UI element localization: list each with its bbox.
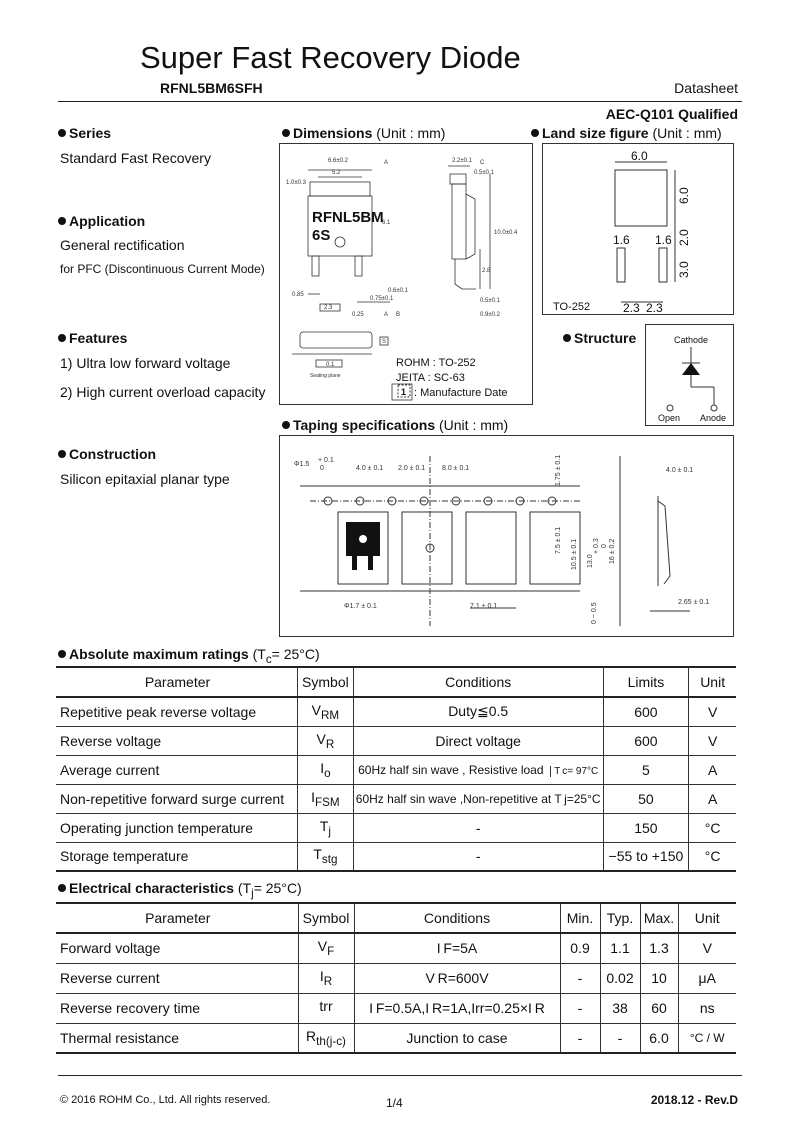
typ-cell: 0.02 [600, 963, 640, 993]
marking-line2: 6S [312, 227, 331, 244]
min-cell: - [560, 963, 600, 993]
tape-thickness-w: 4.0 ± 0.1 [666, 467, 694, 474]
condition-cell: V R=600V [354, 963, 560, 993]
unit-cell: A [689, 784, 736, 813]
unit-cell: ns [678, 993, 736, 1023]
unit-cell: μA [678, 963, 736, 993]
min-cell: - [560, 993, 600, 1023]
tape-f: 7.5 ± 0.1 [555, 526, 562, 554]
param-cell: Storage temperature [56, 842, 298, 871]
part-number: RFNL5BM6SFH [160, 80, 263, 96]
ref-label: A [384, 160, 389, 166]
bullet-icon [58, 129, 66, 137]
land-pad-right: 1.6 [655, 233, 672, 247]
max-cell: 1.3 [640, 933, 678, 963]
bullet-icon [58, 217, 66, 225]
col-header: Symbol [298, 903, 354, 933]
ref-label: S [382, 339, 387, 345]
param-cell: Thermal resistance [56, 1023, 298, 1053]
cathode-label: Cathode [674, 335, 709, 345]
table-row [56, 993, 736, 1023]
col-header: Unit [678, 903, 736, 933]
col-header: Symbol [298, 667, 354, 697]
param-cell: Non-repetitive forward surge current [56, 784, 298, 813]
land-width: 6.0 [631, 149, 648, 163]
dim-label: 0.5±0.1 [474, 170, 494, 176]
bullet-icon [282, 421, 290, 429]
col-header: Unit [689, 667, 736, 697]
bullet-icon [531, 129, 539, 137]
diode-symbol-drawing [646, 325, 733, 425]
abs-max-heading: Absolute maximum ratings $(T_c= 25^\circ C)$ [58, 646, 320, 666]
max-cell: 10 [640, 963, 678, 993]
copyright-text: © 2016 ROHM Co., Ltd. All rights reserved. [60, 1094, 271, 1106]
taping-heading: Taping specifications (Unit : mm) [282, 417, 508, 433]
construction-text: Silicon epitaxial planar type [60, 471, 230, 487]
qualification-label: AEC-Q101 Qualified [605, 106, 738, 122]
limit-cell: 150 [603, 813, 689, 842]
unit-cell: °C [689, 813, 736, 842]
symbol-cell: $T_j$ [298, 813, 354, 842]
page-number: 1/4 [386, 1096, 403, 1110]
limit-cell: −55 to +150 [603, 842, 689, 871]
unit-cell: °C [689, 842, 736, 871]
application-line1: General rectification [60, 237, 185, 253]
table-row [56, 784, 736, 813]
condition-cell: Duty≦0.5 [353, 697, 603, 726]
tape-d1: Φ1.7 ± 0.1 [344, 603, 377, 610]
tape-b0: 10.5 ± 0.1 [571, 538, 578, 570]
tape-reel-drawing [280, 436, 733, 636]
abs-max-table [56, 666, 736, 872]
table-header-row [56, 667, 736, 697]
limit-cell: 50 [603, 784, 689, 813]
dim-label: 6.6±0.2 [328, 158, 348, 164]
tape-t2: 2.65 ± 0.1 [678, 599, 710, 606]
feature-item-1: 1) Ultra low forward voltage [60, 355, 231, 371]
dim-label: 0.6±0.1 [388, 288, 408, 294]
tape-a0: 7.1 ± 0.1 [470, 603, 498, 610]
bullet-icon [282, 129, 290, 137]
diode-icon [682, 363, 700, 375]
dim-label: 0.75±0.1 [370, 296, 394, 302]
structure-drawing [645, 324, 734, 426]
land-pad-height: 3.0 [677, 261, 691, 278]
condition-cell: Junction to case [354, 1023, 560, 1053]
ref-label: A [384, 312, 389, 318]
bullet-icon [58, 650, 66, 658]
symbol-cell: $I_R$ [298, 963, 354, 993]
revision-label: 2018.12 - Rev.D [650, 1093, 738, 1107]
condition-cell: Direct voltage [353, 726, 603, 755]
dim-label: 5.2 [332, 170, 341, 176]
tape-k-tol-n: 0 [601, 544, 608, 548]
tape-e: 1.75 ± 0.1 [555, 454, 562, 486]
symbol-cell: $V_R$ [298, 726, 354, 755]
condition-cell: 60Hz half sin wave ,Non-repetitive at T j=25°C [353, 784, 603, 813]
symbol-cell: trr [298, 993, 354, 1023]
table-row [56, 1023, 736, 1053]
header-rule [58, 101, 742, 102]
table-row [56, 726, 736, 755]
date-symbol: 1 [401, 387, 407, 397]
condition-cell: 60Hz half sin wave , Resistive load T c= 97°C [353, 755, 603, 784]
jeita-package: JEITA : SC-63 [396, 372, 465, 384]
bullet-icon [58, 450, 66, 458]
rohm-package: ROHM : TO-252 [396, 357, 476, 369]
land-size-drawing [542, 143, 734, 315]
symbol-cell: $V_F$ [298, 933, 354, 963]
construction-heading: Construction [58, 446, 156, 462]
manufacture-date-label: : Manufacture Date [414, 387, 508, 399]
bullet-icon [58, 884, 66, 892]
doc-type-label: Datasheet [674, 80, 738, 96]
unit-cell: V [689, 697, 736, 726]
tape-hole-pitch: 4.0 ± 0.1 [356, 465, 384, 472]
land-package: TO-252 [553, 301, 591, 313]
application-line2: for PFC (Discontinuous Current Mode) [60, 262, 265, 276]
dim-label: 2.8 [482, 268, 491, 274]
open-label: Open [658, 413, 681, 423]
col-header: Conditions [353, 667, 603, 697]
ref-label: C [480, 160, 485, 166]
symbol-cell: $R_{th(j-c)}$ [298, 1023, 354, 1053]
tape-p2: 2.0 ± 0.1 [398, 465, 426, 472]
condition-cell: - [353, 842, 603, 871]
symbol-cell: $V_{RM}$ [298, 697, 354, 726]
col-header: Limits [603, 667, 689, 697]
tape-w: 16 ± 0.2 [609, 538, 616, 564]
dimensions-heading: Dimensions (Unit : mm) [282, 125, 445, 141]
land-pattern-drawing [543, 144, 733, 314]
typ-cell: 1.1 [600, 933, 640, 963]
symbol-cell: $T_{stg}$ [298, 842, 354, 871]
dim-label: 2.3 [324, 305, 333, 311]
bullet-icon [563, 334, 571, 342]
table-row [56, 697, 736, 726]
structure-heading: Structure [563, 330, 636, 346]
dim-label: 0.1 [326, 362, 335, 368]
series-heading: Series [58, 125, 111, 141]
table-row [56, 842, 736, 871]
col-header: Conditions [354, 903, 560, 933]
min-cell: - [560, 1023, 600, 1053]
unit-cell: A [689, 755, 736, 784]
table-row [56, 755, 736, 784]
typ-cell: - [600, 1023, 640, 1053]
ref-label: B [396, 312, 401, 318]
application-heading: Application [58, 213, 145, 229]
param-cell: Average current [56, 755, 298, 784]
features-heading: Features [58, 330, 127, 346]
unit-cell: V [678, 933, 736, 963]
dimensions-drawing [279, 143, 533, 405]
tape-k-tol-p: + 0.3 [593, 538, 600, 554]
max-cell: 60 [640, 993, 678, 1023]
tape-pocket-pitch: 8.0 ± 0.1 [442, 465, 470, 472]
condition-cell: I F=0.5A,I R=1A,Irr=0.25×I R [354, 993, 560, 1023]
typ-cell: 38 [600, 993, 640, 1023]
limit-cell: 600 [603, 697, 689, 726]
param-cell: Reverse recovery time [56, 993, 298, 1023]
land-pitch-1: 2.3 [623, 301, 640, 314]
dim-label: 10.0±0.4 [494, 230, 518, 236]
table-row [56, 963, 736, 993]
dim-label: 0.9±0.2 [480, 312, 500, 318]
dim-label: 0.85 [292, 292, 304, 298]
land-height: 6.0 [677, 187, 691, 204]
condition-cell: I F=5A [354, 933, 560, 963]
tape-hole-tol-n: 0 [320, 465, 324, 472]
symbol-cell: $I_{FSM}$ [298, 784, 354, 813]
tape-k: 13.0 [587, 554, 594, 568]
col-header: Parameter [56, 903, 298, 933]
marking-line1: RFNL5BM [312, 209, 384, 226]
dim-label: 0.5±0.1 [480, 298, 500, 304]
symbol-cell: $I_o$ [298, 755, 354, 784]
dim-label: 2.2±0.1 [452, 158, 472, 164]
elec-table [56, 902, 736, 1054]
tape-hole-dia: Φ1.5 [294, 461, 310, 468]
package-outline-drawing [280, 144, 532, 404]
bullet-icon [58, 334, 66, 342]
unit-cell: V [689, 726, 736, 755]
table-row [56, 933, 736, 963]
max-cell: 6.0 [640, 1023, 678, 1053]
tape-hole-tol-p: + 0.1 [318, 457, 334, 464]
land-pitch-2: 2.3 [646, 301, 663, 314]
feature-item-2: 2) High current overload capacity [60, 384, 266, 400]
dim-label: 6.1 [382, 220, 391, 226]
col-header: Typ. [600, 903, 640, 933]
table-row [56, 813, 736, 842]
elec-heading: Electrical characteristics $(T_j= 25^\circ C)$ [58, 880, 302, 900]
footer-rule [58, 1075, 742, 1076]
anode-label: Anode [700, 413, 727, 423]
param-cell: Reverse voltage [56, 726, 298, 755]
condition-cell: - [353, 813, 603, 842]
min-cell: 0.9 [560, 933, 600, 963]
tape-t0: 0 ~ 0.5 [591, 602, 598, 624]
col-header: Parameter [56, 667, 298, 697]
dim-label: 0.25 [352, 312, 364, 318]
land-pad-left: 1.6 [613, 233, 630, 247]
series-text: Standard Fast Recovery [60, 150, 211, 166]
document-title: Super Fast Recovery Diode [140, 40, 521, 75]
param-cell: Reverse current [56, 963, 298, 993]
col-header: Min. [560, 903, 600, 933]
taping-drawing [279, 435, 734, 637]
land-gap: 2.0 [677, 229, 691, 246]
param-cell: Repetitive peak reverse voltage [56, 697, 298, 726]
seating-plane-label: Seating plane [310, 373, 341, 379]
param-cell: Forward voltage [56, 933, 298, 963]
land-size-heading: Land size figure (Unit : mm) [531, 125, 722, 141]
param-cell: Operating junction temperature [56, 813, 298, 842]
table-header-row [56, 903, 736, 933]
dim-label: 1.0±0.3 [286, 180, 306, 186]
col-header: Max. [640, 903, 678, 933]
limit-cell: 600 [603, 726, 689, 755]
limit-cell: 5 [603, 755, 689, 784]
unit-cell: °C / W [678, 1023, 736, 1053]
